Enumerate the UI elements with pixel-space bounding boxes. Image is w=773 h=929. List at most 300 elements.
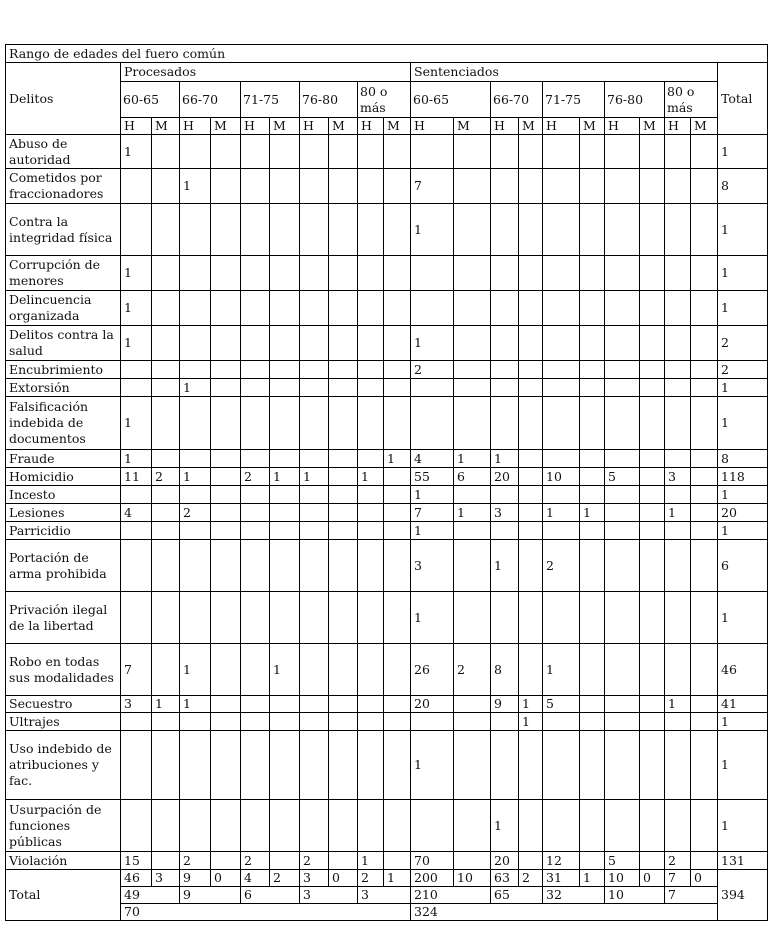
delito-label: Secuestro — [6, 696, 121, 713]
data-cell — [152, 326, 180, 361]
data-cell — [691, 256, 718, 291]
data-cell — [152, 713, 180, 731]
data-cell — [358, 504, 384, 522]
data-cell — [152, 397, 180, 450]
data-cell — [270, 397, 300, 450]
data-cell — [519, 486, 543, 504]
data-cell — [454, 135, 491, 169]
data-cell — [691, 450, 718, 468]
data-cell — [691, 713, 718, 731]
table-wrapper — [5, 44, 768, 921]
data-cell: 4 — [121, 504, 152, 522]
data-cell — [300, 397, 329, 450]
data-cell — [270, 592, 300, 644]
data-cell — [665, 800, 691, 852]
total-by-age: 3 — [358, 887, 411, 904]
row-total: 2 — [718, 361, 768, 379]
data-cell — [543, 800, 580, 852]
data-cell — [358, 361, 384, 379]
sex-header-h: H — [241, 118, 270, 135]
data-cell — [454, 361, 491, 379]
data-cell — [640, 540, 665, 592]
data-cell — [180, 522, 211, 540]
data-cell — [691, 522, 718, 540]
data-cell — [411, 800, 454, 852]
data-cell — [605, 696, 640, 713]
data-cell — [580, 135, 605, 169]
data-cell — [241, 379, 270, 397]
data-cell — [665, 169, 691, 204]
data-cell — [300, 486, 329, 504]
data-cell — [180, 326, 211, 361]
delito-label: Uso indebido de atribuciones y fac. — [6, 731, 121, 800]
data-cell — [241, 696, 270, 713]
data-cell — [605, 256, 640, 291]
data-cell — [211, 468, 241, 486]
data-cell — [121, 592, 152, 644]
data-cell — [454, 540, 491, 592]
data-cell — [211, 361, 241, 379]
data-cell — [121, 361, 152, 379]
data-cell — [329, 361, 358, 379]
data-cell — [665, 592, 691, 644]
data-cell — [543, 592, 580, 644]
row-total: 131 — [718, 852, 768, 870]
data-cell — [519, 592, 543, 644]
data-cell: 2 — [300, 852, 329, 870]
data-cell: 3 — [665, 468, 691, 486]
data-cell: 12 — [543, 852, 580, 870]
data-cell — [180, 256, 211, 291]
data-cell — [384, 256, 411, 291]
delito-label: Robo en todas sus modalidades — [6, 644, 121, 696]
data-cell — [152, 486, 180, 504]
data-cell — [580, 204, 605, 256]
data-cell — [211, 713, 241, 731]
data-cell: 2 — [152, 468, 180, 486]
data-cell — [211, 504, 241, 522]
data-cell — [152, 852, 180, 870]
total-by-sex: 0 — [211, 870, 241, 887]
data-cell — [605, 204, 640, 256]
data-cell — [519, 852, 543, 870]
data-cell — [605, 326, 640, 361]
total-header: Total — [718, 63, 768, 135]
data-cell: 1 — [180, 169, 211, 204]
data-cell — [640, 731, 665, 800]
delito-label: Falsificación indebida de documentos — [6, 397, 121, 450]
data-cell — [121, 379, 152, 397]
data-cell — [270, 852, 300, 870]
data-cell — [640, 522, 665, 540]
data-cell — [241, 713, 270, 731]
data-cell — [270, 361, 300, 379]
data-cell — [491, 379, 519, 397]
data-cell — [454, 326, 491, 361]
row-total: 1 — [718, 379, 768, 397]
data-cell — [211, 256, 241, 291]
data-cell — [543, 204, 580, 256]
data-cell — [211, 696, 241, 713]
data-cell: 1 — [121, 291, 152, 326]
total-by-age: 10 — [605, 887, 665, 904]
data-cell: 1 — [411, 592, 454, 644]
data-cell: 3 — [491, 504, 519, 522]
data-cell — [211, 291, 241, 326]
delitos-header: Delitos — [6, 63, 121, 135]
total-by-sex: 2 — [358, 870, 384, 887]
data-cell: 20 — [411, 696, 454, 713]
data-cell — [640, 644, 665, 696]
data-cell — [580, 379, 605, 397]
data-cell — [640, 696, 665, 713]
data-cell — [384, 731, 411, 800]
sex-header-m: M — [329, 118, 358, 135]
data-cell — [543, 731, 580, 800]
data-cell — [454, 486, 491, 504]
data-cell — [152, 204, 180, 256]
sex-header-h: H — [605, 118, 640, 135]
total-by-age: 6 — [241, 887, 300, 904]
data-cell — [270, 450, 300, 468]
data-cell — [519, 540, 543, 592]
data-cell — [329, 852, 358, 870]
total-by-age: 49 — [121, 887, 180, 904]
data-cell — [384, 169, 411, 204]
data-cell — [211, 379, 241, 397]
data-cell — [640, 592, 665, 644]
data-cell: 20 — [491, 468, 519, 486]
data-cell — [454, 379, 491, 397]
row-total: 20 — [718, 504, 768, 522]
data-cell — [329, 379, 358, 397]
data-cell — [152, 256, 180, 291]
data-cell — [411, 135, 454, 169]
delito-label: Violación — [6, 852, 121, 870]
delito-label: Delincuencia organizada — [6, 291, 121, 326]
data-cell — [358, 540, 384, 592]
row-total: 1 — [718, 713, 768, 731]
data-cell: 5 — [605, 468, 640, 486]
data-cell — [665, 135, 691, 169]
data-cell — [543, 326, 580, 361]
data-cell — [358, 397, 384, 450]
data-cell — [640, 291, 665, 326]
row-total: 1 — [718, 204, 768, 256]
total-by-sex: 1 — [580, 870, 605, 887]
delito-label: Fraude — [6, 450, 121, 468]
data-cell — [270, 256, 300, 291]
data-cell: 1 — [411, 731, 454, 800]
data-cell — [241, 486, 270, 504]
data-cell — [519, 204, 543, 256]
data-cell — [543, 486, 580, 504]
total-by-sex: 10 — [454, 870, 491, 887]
data-cell — [152, 644, 180, 696]
data-cell: 1 — [121, 256, 152, 291]
data-cell — [180, 800, 211, 852]
data-cell — [241, 800, 270, 852]
sex-header-m: M — [454, 118, 491, 135]
data-cell: 2 — [543, 540, 580, 592]
data-cell — [300, 135, 329, 169]
data-cell — [691, 731, 718, 800]
data-cell — [300, 540, 329, 592]
data-cell — [543, 256, 580, 291]
data-cell — [491, 397, 519, 450]
data-cell — [640, 504, 665, 522]
delito-label: Usurpación de funciones públicas — [6, 800, 121, 852]
data-cell — [211, 397, 241, 450]
delito-label: Delitos contra la salud — [6, 326, 121, 361]
data-cell — [180, 731, 211, 800]
data-cell: 1 — [491, 800, 519, 852]
data-cell — [152, 800, 180, 852]
data-cell — [211, 731, 241, 800]
row-total: 1 — [718, 291, 768, 326]
data-cell: 7 — [411, 504, 454, 522]
data-cell: 1 — [454, 504, 491, 522]
total-by-age: 9 — [180, 887, 241, 904]
data-cell — [454, 592, 491, 644]
data-cell: 1 — [152, 696, 180, 713]
data-cell — [519, 468, 543, 486]
data-cell — [640, 468, 665, 486]
delito-label: Corrupción de menores — [6, 256, 121, 291]
data-cell — [152, 592, 180, 644]
sentenciados-age-header: 60-65 — [411, 82, 491, 118]
data-cell — [241, 731, 270, 800]
data-cell — [241, 450, 270, 468]
data-cell — [454, 696, 491, 713]
data-cell — [270, 291, 300, 326]
sex-header-h: H — [665, 118, 691, 135]
data-cell — [691, 361, 718, 379]
data-cell — [519, 291, 543, 326]
data-cell — [640, 256, 665, 291]
sentenciados-age-header: 66-70 — [491, 82, 543, 118]
data-cell — [605, 522, 640, 540]
data-cell — [665, 291, 691, 326]
data-cell — [358, 379, 384, 397]
data-cell — [152, 522, 180, 540]
sentenciados-age-header: 71-75 — [543, 82, 605, 118]
total-by-sex: 200 — [411, 870, 454, 887]
sex-header-m: M — [519, 118, 543, 135]
data-cell — [640, 800, 665, 852]
data-cell — [300, 169, 329, 204]
data-cell — [300, 522, 329, 540]
row-total: 46 — [718, 644, 768, 696]
row-total: 6 — [718, 540, 768, 592]
data-cell — [605, 504, 640, 522]
data-cell — [491, 731, 519, 800]
data-cell: 1 — [411, 204, 454, 256]
data-cell — [358, 326, 384, 361]
data-cell — [329, 540, 358, 592]
data-cell — [640, 169, 665, 204]
row-total: 1 — [718, 731, 768, 800]
data-cell — [211, 450, 241, 468]
data-cell — [691, 468, 718, 486]
data-cell — [358, 800, 384, 852]
data-cell — [358, 644, 384, 696]
data-cell — [491, 256, 519, 291]
delito-label: Incesto — [6, 486, 121, 504]
data-cell — [358, 169, 384, 204]
data-cell: 1 — [411, 522, 454, 540]
data-cell — [300, 204, 329, 256]
total-by-sex: 3 — [152, 870, 180, 887]
data-cell — [270, 169, 300, 204]
data-cell — [241, 204, 270, 256]
data-cell — [580, 644, 605, 696]
data-cell — [180, 486, 211, 504]
data-cell — [241, 522, 270, 540]
total-by-age: 210 — [411, 887, 491, 904]
data-cell — [384, 696, 411, 713]
data-cell — [358, 135, 384, 169]
data-cell — [605, 291, 640, 326]
data-cell — [519, 504, 543, 522]
total-by-sex: 0 — [640, 870, 665, 887]
data-cell: 1 — [411, 486, 454, 504]
data-cell: 1 — [180, 379, 211, 397]
data-cell — [358, 592, 384, 644]
data-cell — [691, 291, 718, 326]
data-cell — [384, 540, 411, 592]
age-range-crimes-table — [5, 44, 768, 921]
data-cell — [384, 486, 411, 504]
procesados-age-header: 66-70 — [180, 82, 241, 118]
row-total: 8 — [718, 450, 768, 468]
data-cell — [665, 540, 691, 592]
row-total: 2 — [718, 326, 768, 361]
sex-header-h: H — [121, 118, 152, 135]
data-cell — [211, 852, 241, 870]
data-cell: 1 — [270, 468, 300, 486]
data-cell — [300, 326, 329, 361]
data-cell — [580, 800, 605, 852]
row-total: 41 — [718, 696, 768, 713]
data-cell — [605, 540, 640, 592]
data-cell — [384, 592, 411, 644]
data-cell — [691, 800, 718, 852]
data-cell — [241, 397, 270, 450]
data-cell — [384, 135, 411, 169]
data-cell — [454, 204, 491, 256]
procesados-age-header: 80 o más — [358, 82, 411, 118]
data-cell — [121, 522, 152, 540]
procesados-age-header: 60-65 — [121, 82, 180, 118]
data-cell — [329, 696, 358, 713]
data-cell — [358, 713, 384, 731]
total-by-sex: 63 — [491, 870, 519, 887]
data-cell — [329, 397, 358, 450]
data-cell — [605, 713, 640, 731]
table-title: Rango de edades del fuero común — [6, 45, 768, 63]
data-cell — [691, 379, 718, 397]
data-cell — [211, 522, 241, 540]
data-cell — [691, 204, 718, 256]
data-cell — [152, 291, 180, 326]
data-cell — [640, 450, 665, 468]
total-by-sex: 2 — [270, 870, 300, 887]
data-cell: 1 — [665, 504, 691, 522]
data-cell — [241, 540, 270, 592]
data-cell — [358, 256, 384, 291]
data-cell — [241, 361, 270, 379]
data-cell — [270, 540, 300, 592]
data-cell — [605, 800, 640, 852]
data-cell — [152, 379, 180, 397]
data-cell: 1 — [121, 326, 152, 361]
total-by-sex: 46 — [121, 870, 152, 887]
data-cell — [491, 361, 519, 379]
data-cell: 1 — [543, 644, 580, 696]
data-cell — [241, 291, 270, 326]
delito-label: Ultrajes — [6, 713, 121, 731]
data-cell — [152, 361, 180, 379]
sex-header-m: M — [152, 118, 180, 135]
data-cell — [180, 397, 211, 450]
data-cell — [329, 326, 358, 361]
total-by-sex: 1 — [384, 870, 411, 887]
data-cell — [543, 522, 580, 540]
total-by-sex: 10 — [605, 870, 640, 887]
data-cell — [519, 800, 543, 852]
data-cell — [491, 135, 519, 169]
data-cell — [519, 361, 543, 379]
data-cell — [180, 540, 211, 592]
data-cell — [691, 326, 718, 361]
data-cell — [384, 644, 411, 696]
total-by-sex: 4 — [241, 870, 270, 887]
data-cell — [491, 291, 519, 326]
data-cell — [454, 800, 491, 852]
data-cell — [358, 486, 384, 504]
data-cell: 1 — [180, 696, 211, 713]
data-cell — [454, 522, 491, 540]
data-cell — [411, 713, 454, 731]
data-cell: 5 — [543, 696, 580, 713]
data-cell: 1 — [519, 713, 543, 731]
data-cell — [691, 504, 718, 522]
data-cell — [384, 522, 411, 540]
data-cell — [329, 504, 358, 522]
data-cell — [665, 731, 691, 800]
data-cell — [543, 713, 580, 731]
total-by-sex: 0 — [329, 870, 358, 887]
data-cell: 7 — [121, 644, 152, 696]
data-cell — [640, 713, 665, 731]
data-cell — [300, 504, 329, 522]
data-cell: 1 — [491, 450, 519, 468]
data-cell — [270, 379, 300, 397]
delito-label: Extorsión — [6, 379, 121, 397]
delito-label: Portación de arma prohibida — [6, 540, 121, 592]
data-cell — [454, 291, 491, 326]
procesados-age-header: 71-75 — [241, 82, 300, 118]
data-cell — [300, 291, 329, 326]
data-cell — [211, 592, 241, 644]
data-cell — [491, 522, 519, 540]
data-cell — [329, 644, 358, 696]
data-cell — [384, 361, 411, 379]
sex-header-m: M — [211, 118, 241, 135]
data-cell: 20 — [491, 852, 519, 870]
data-cell — [605, 135, 640, 169]
